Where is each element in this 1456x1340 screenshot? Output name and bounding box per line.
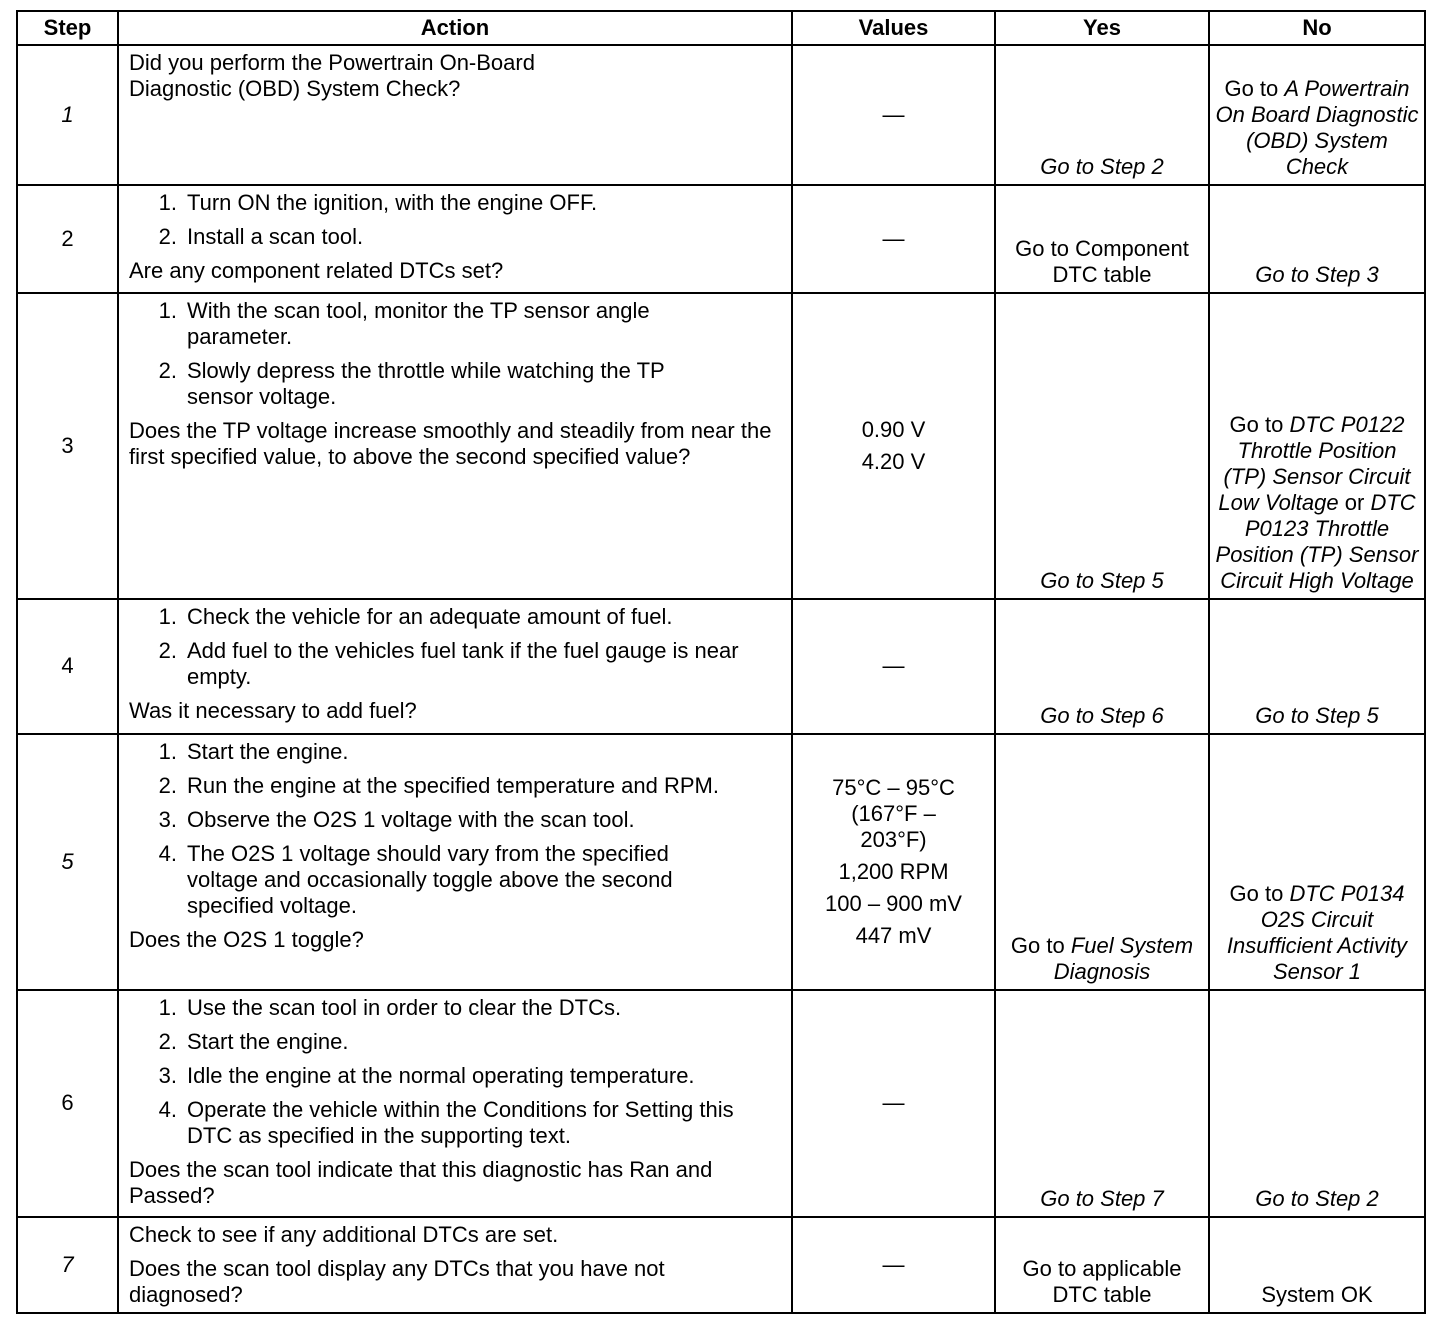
step-number: 5 bbox=[17, 734, 118, 991]
yes-link[interactable]: Fuel System Diagnosis bbox=[1053, 933, 1194, 985]
yes-text[interactable]: Go to applicable DTC table bbox=[1022, 1256, 1182, 1307]
action-question: Was it necessary to add fuel? bbox=[129, 698, 417, 724]
value-line: 100 – 900 mV bbox=[825, 890, 962, 916]
no-cell bbox=[1209, 599, 1425, 733]
action-text: Check to see if any additional DTCs are set. bbox=[129, 1221, 559, 1247]
action-cell bbox=[118, 1217, 792, 1313]
no-cell bbox=[1209, 734, 1425, 991]
header-action: Action bbox=[118, 11, 792, 45]
no-link[interactable]: Go to Step 5 bbox=[1255, 702, 1379, 728]
action-text: Did you perform the Powertrain On-Board Diagnostic (OBD) System Check? bbox=[129, 50, 535, 101]
action-cell bbox=[118, 185, 792, 292]
action-cell bbox=[118, 599, 792, 733]
value-line: — bbox=[882, 102, 905, 128]
action-question: Are any component related DTCs set? bbox=[129, 258, 504, 284]
list-item: 3. Idle the engine at the normal operating temperature. bbox=[158, 1063, 695, 1089]
header-row bbox=[17, 11, 1425, 45]
table-row bbox=[17, 1217, 1425, 1313]
yes-link[interactable]: Go to Step 6 bbox=[1040, 702, 1164, 728]
value-line: — bbox=[882, 1251, 905, 1277]
no-cell bbox=[1209, 990, 1425, 1217]
action-list bbox=[129, 190, 781, 250]
action-list bbox=[129, 995, 781, 1149]
yes-cell bbox=[995, 734, 1209, 991]
table-row bbox=[17, 990, 1425, 1217]
action-list bbox=[129, 604, 781, 690]
value-line: 1,200 RPM bbox=[838, 858, 949, 884]
no-link[interactable]: Go to Step 2 bbox=[1255, 1185, 1379, 1211]
yes-cell bbox=[995, 1217, 1209, 1313]
header-no: No bbox=[1209, 11, 1425, 45]
yes-link[interactable]: Go to Step 5 bbox=[1040, 568, 1164, 594]
list-item: 2. Slowly depress the throttle while watching the TP sensor voltage. bbox=[158, 357, 665, 409]
list-item: 2. Add fuel to the vehicles fuel tank if the fuel gauge is near empty. bbox=[158, 638, 739, 690]
step-number: 6 bbox=[17, 990, 118, 1217]
values-cell bbox=[792, 734, 995, 991]
list-item: 4. Operate the vehicle within the Conditions for Setting this DTC as specified in the supporting text. bbox=[158, 1097, 734, 1149]
action-cell bbox=[118, 734, 792, 991]
list-item: 1. Turn ON the ignition, with the engine OFF. bbox=[158, 190, 598, 216]
table-row bbox=[17, 185, 1425, 292]
value-line: 4.20 V bbox=[861, 448, 926, 474]
yes-link[interactable]: Go to Step 7 bbox=[1040, 1185, 1164, 1211]
list-item: 1. With the scan tool, monitor the TP sensor angle parameter. bbox=[158, 297, 650, 349]
list-item: 3. Observe the O2S 1 voltage with the scan tool. bbox=[158, 806, 635, 832]
list-item: 2. Start the engine. bbox=[158, 1029, 349, 1055]
values-cell bbox=[792, 599, 995, 733]
no-link-2[interactable]: DTC P0123 Throttle Position (TP) Sensor Circuit High Voltage bbox=[1215, 490, 1419, 594]
list-item: 4. The O2S 1 voltage should vary from the specified voltage and occasionally toggle above the second specified voltage. bbox=[158, 840, 673, 918]
yes-cell bbox=[995, 990, 1209, 1217]
action-cell bbox=[118, 990, 792, 1217]
action-cell bbox=[118, 45, 792, 185]
no-conjunction: or bbox=[1344, 490, 1365, 516]
value-line: — bbox=[882, 225, 905, 251]
step-number: 2 bbox=[17, 185, 118, 292]
header-step: Step bbox=[17, 11, 118, 45]
step-number: 1 bbox=[17, 45, 118, 185]
list-item: 1. Start the engine. bbox=[158, 738, 349, 764]
no-link[interactable]: Go to Step 3 bbox=[1255, 261, 1379, 287]
value-line: — bbox=[882, 653, 905, 679]
yes-cell bbox=[995, 185, 1209, 292]
values-cell bbox=[792, 293, 995, 600]
list-item: 2. Install a scan tool. bbox=[158, 224, 364, 250]
list-item: 1. Check the vehicle for an adequate amount of fuel. bbox=[158, 604, 673, 630]
yes-cell bbox=[995, 293, 1209, 600]
no-link[interactable]: DTC P0134 O2S Circuit Insufficient Activity Sensor 1 bbox=[1226, 881, 1408, 985]
no-cell bbox=[1209, 185, 1425, 292]
header-values: Values bbox=[792, 11, 995, 45]
step-number: 4 bbox=[17, 599, 118, 733]
values-cell bbox=[792, 185, 995, 292]
diagnostic-table bbox=[16, 10, 1426, 1314]
yes-cell bbox=[995, 599, 1209, 733]
no-cell bbox=[1209, 1217, 1425, 1313]
values-cell bbox=[792, 45, 995, 185]
no-cell bbox=[1209, 45, 1425, 185]
yes-text[interactable]: Go to Component DTC table bbox=[1015, 235, 1189, 287]
action-list bbox=[129, 298, 781, 410]
values-cell bbox=[792, 1217, 995, 1313]
table-row bbox=[17, 293, 1425, 600]
action-cell bbox=[118, 293, 792, 600]
no-prefix: Go to bbox=[1224, 76, 1279, 102]
action-question: Does the scan tool display any DTCs that you have not diagnosed? bbox=[129, 1255, 665, 1307]
action-list bbox=[129, 739, 781, 919]
table-row bbox=[17, 45, 1425, 185]
no-link[interactable]: DTC P0122 Throttle Position (TP) Sensor Circuit Low Voltage bbox=[1218, 412, 1411, 516]
no-link[interactable]: A Powertrain On Board Diagnostic (OBD) System Check bbox=[1215, 76, 1419, 180]
action-question: Does the scan tool indicate that this diagnostic has Ran and Passed? bbox=[129, 1157, 713, 1209]
yes-cell bbox=[995, 45, 1209, 185]
action-question: Does the TP voltage increase smoothly and steadily from near the first specified value, to above the second specified value? bbox=[129, 417, 772, 469]
value-line: 447 mV bbox=[855, 922, 932, 948]
action-question: Does the O2S 1 toggle? bbox=[129, 926, 364, 952]
values-cell bbox=[792, 990, 995, 1217]
no-cell bbox=[1209, 293, 1425, 600]
no-prefix: Go to bbox=[1229, 412, 1284, 438]
header-yes: Yes bbox=[995, 11, 1209, 45]
no-prefix: Go to bbox=[1229, 881, 1284, 907]
table-row bbox=[17, 599, 1425, 733]
table-row bbox=[17, 734, 1425, 991]
list-item: 2. Run the engine at the specified temperature and RPM. bbox=[158, 772, 719, 798]
yes-link[interactable]: Go to Step 2 bbox=[1040, 154, 1164, 180]
list-item: 1. Use the scan tool in order to clear the DTCs. bbox=[158, 995, 622, 1021]
no-text: System OK bbox=[1261, 1282, 1373, 1307]
value-line: — bbox=[882, 1090, 905, 1116]
yes-prefix: Go to bbox=[1010, 933, 1065, 959]
step-number: 7 bbox=[17, 1217, 118, 1313]
value-line: 0.90 V bbox=[861, 416, 926, 442]
value-line: 75°C – 95°C (167°F – 203°F) bbox=[832, 774, 955, 852]
step-number: 3 bbox=[17, 293, 118, 600]
